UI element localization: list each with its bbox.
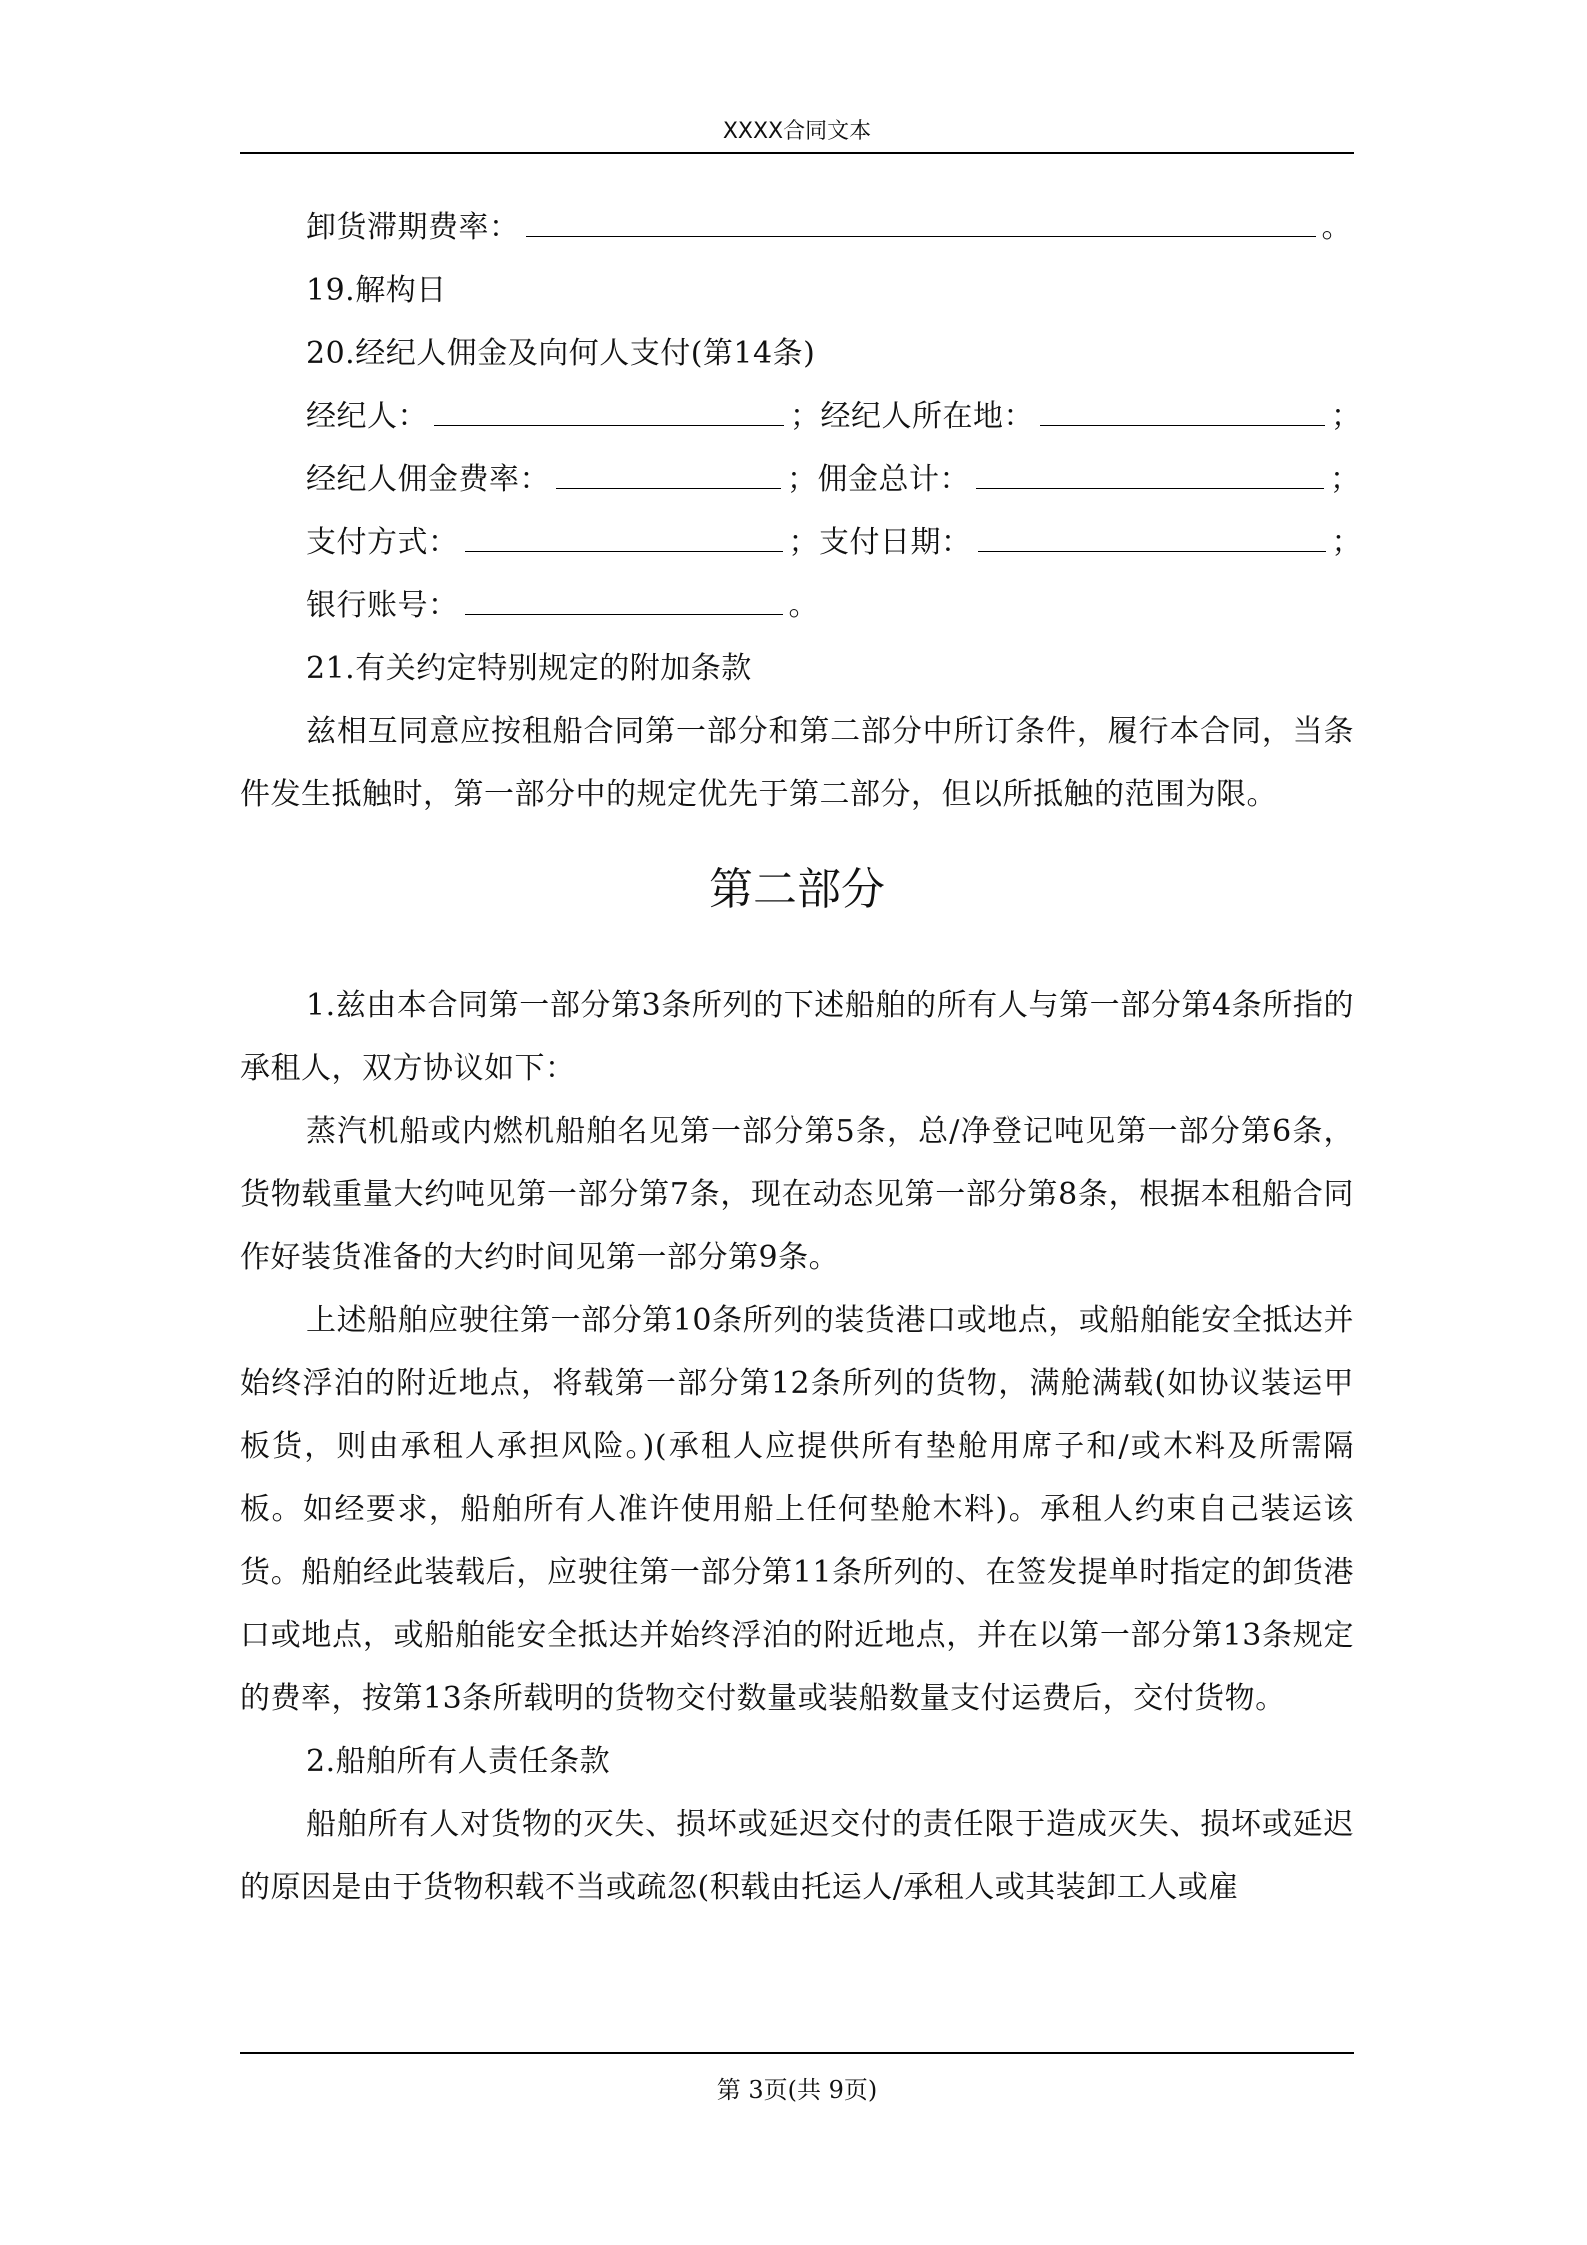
- part2-paragraph-4: 船舶所有人对货物的灭失、损坏或延迟交付的责任限于造成灭失、损坏或延迟的原因是由于货物积载不当或疏忽(积载由托运人/承租人或其装卸工人或雇: [240, 1807, 1354, 1905]
- item-2-heading: 2.船舶所有人责任条款: [306, 1744, 611, 1779]
- broker-label: 经纪人：: [306, 399, 428, 434]
- section-title: 第二部分: [709, 864, 885, 915]
- bank-account-label: 银行账号：: [306, 588, 459, 623]
- bank-account-end: 。: [788, 588, 819, 623]
- broker-line: [240, 385, 1362, 448]
- payment-date-end: ；: [1331, 525, 1362, 560]
- item-21: 21.有关约定特别规定的附加条款: [306, 651, 752, 686]
- bank-account-blank[interactable]: [465, 574, 783, 615]
- payment-date-blank[interactable]: [978, 511, 1326, 552]
- commission-rate-label: 经纪人佣金费率：: [306, 462, 550, 497]
- item-19: 19.解构日: [306, 273, 447, 308]
- broker-location-blank[interactable]: [1040, 385, 1325, 426]
- payment-method-label: 支付方式：: [306, 525, 459, 560]
- commission-total-label: 佣金总计：: [817, 462, 970, 497]
- commission-total-end: ；: [1330, 462, 1361, 497]
- broker-sep: ；: [790, 399, 821, 434]
- commission-line: [240, 448, 1361, 511]
- agreement-paragraph: 兹相互同意应按租船合同第一部分和第二部分中所订条件，履行本合同，当条件发生抵触时，第一部分中的规定优先于第二部分，但以所抵触的范围为限。: [240, 714, 1354, 812]
- page-number: 第 3页(共 9页): [716, 2076, 878, 2104]
- payment-line: [240, 511, 1362, 574]
- demurrage-end: 。: [1321, 210, 1352, 245]
- part1-body: [240, 196, 1362, 826]
- demurrage-label: 卸货滞期费率：: [306, 210, 520, 245]
- bank-line: [240, 574, 1354, 637]
- part2-paragraph-3: 上述船舶应驶往第一部分第10条所列的装货港口或地点，或船舶能安全抵达并始终浮泊的附近地点，将载第一部分第12条所列的货物，满舱满载(如协议装运甲板货，则由承租人承担风险。)(承租人应提供所有垫舱用席子和/或木料及所需隔板。如经要求，船舶所有人准许使用船上任何垫舱木料)。承租人约束自己装运该货。船舶经此装载后，应驶往第一部分第11条所列的、在签发提单时指定的卸货港口或地点，或船舶能安全抵达并始终浮泊的附近地点，并在以第一部分第13条规定的费率，按第13条所载明的货物交付数量或装船数量支付运费后，交付货物。: [240, 1303, 1354, 1716]
- part2-paragraph-1: 1.兹由本合同第一部分第3条所列的下述船舶的所有人与第一部分第4条所指的承租人，双方协议如下：: [240, 988, 1354, 1086]
- header-title: XXXX合同文本: [722, 119, 872, 144]
- part2-paragraph-2: 蒸汽机船或内燃机船舶名见第一部分第5条，总/净登记吨见第一部分第6条，货物载重量大约吨见第一部分第7条，现在动态见第一部分第8条，根据本租船合同作好装货准备的大约时间见第一部分第9条。: [240, 1114, 1354, 1275]
- commission-rate-sep: ；: [787, 462, 818, 497]
- payment-method-blank[interactable]: [465, 511, 783, 552]
- demurrage-line: [240, 196, 1354, 259]
- commission-rate-blank[interactable]: [556, 448, 781, 489]
- broker-location-label: 经纪人所在地：: [820, 399, 1034, 434]
- broker-location-end: ；: [1331, 399, 1362, 434]
- broker-blank[interactable]: [434, 385, 784, 426]
- demurrage-blank[interactable]: [526, 196, 1316, 237]
- footer-rule: [240, 2052, 1354, 2054]
- commission-total-blank[interactable]: [976, 448, 1324, 489]
- payment-date-label: 支付日期：: [819, 525, 972, 560]
- page-footer: [240, 2070, 1354, 2110]
- payment-method-sep: ；: [788, 525, 819, 560]
- item-20: 20.经纪人佣金及向何人支付(第14条): [306, 336, 816, 371]
- page-header: [240, 112, 1354, 154]
- part2-body: [240, 974, 1354, 1919]
